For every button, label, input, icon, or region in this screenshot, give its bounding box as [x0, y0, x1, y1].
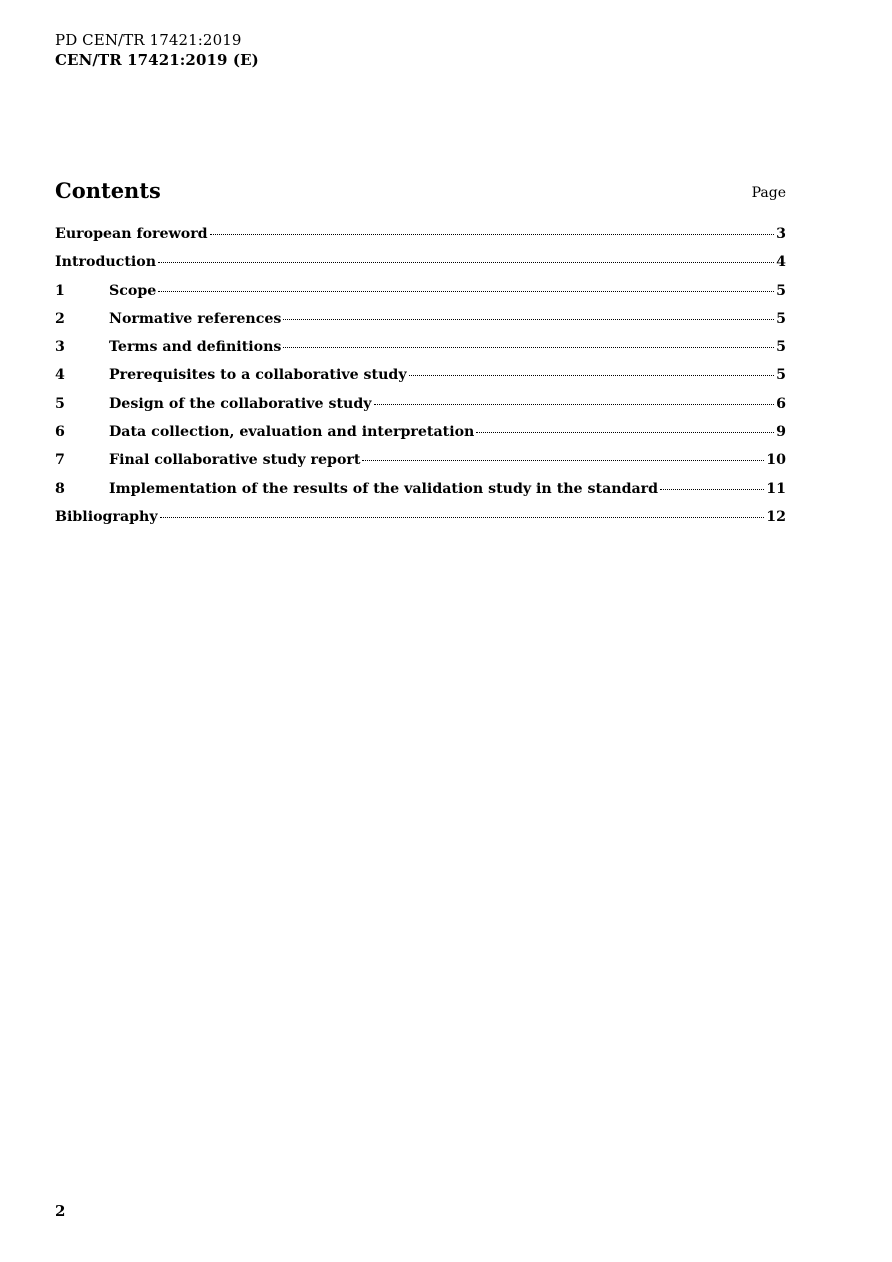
toc-entry-title[interactable]: Final collaborative study report — [109, 452, 361, 469]
toc-leader-dots — [476, 432, 774, 433]
toc-entry-prerequisites[interactable] — [55, 367, 786, 395]
toc-entry-number: 2 — [55, 310, 65, 327]
toc-entry-title[interactable]: Implementation of the results of the validation study in the standard — [109, 480, 659, 497]
toc-leader-dots — [283, 347, 774, 348]
toc-entry-title[interactable]: Prerequisites to a collaborative study — [109, 367, 407, 384]
toc-entry-title[interactable]: Bibliography — [55, 508, 158, 525]
toc-leader-dots — [160, 517, 765, 518]
toc-entry-page[interactable]: 5 — [776, 310, 786, 327]
toc-entry-number: 6 — [55, 424, 65, 441]
toc-entry-number: 8 — [55, 480, 65, 497]
contents-heading: Contents — [55, 178, 161, 203]
document-id-language: CEN/TR 17421:2019 (E) — [55, 51, 259, 69]
toc-entry-number: 4 — [55, 367, 65, 384]
toc-entry-page[interactable]: 9 — [776, 424, 786, 441]
toc-entry-number: 5 — [55, 395, 65, 412]
toc-entry-title[interactable]: European foreword — [55, 226, 208, 242]
page-column-label: Page — [751, 185, 786, 201]
toc-entry-bibliography[interactable] — [55, 509, 786, 537]
toc-entry-number: 3 — [55, 339, 65, 356]
toc-leader-dots — [210, 234, 775, 235]
toc-entry-page[interactable]: 12 — [766, 508, 786, 525]
toc-leader-dots — [283, 319, 774, 320]
toc-entry-title[interactable]: Scope — [109, 282, 157, 299]
toc-leader-dots — [362, 460, 764, 461]
toc-entry-final-report[interactable] — [55, 452, 786, 480]
toc-entry-page[interactable]: 11 — [766, 480, 786, 497]
toc-leader-dots — [409, 375, 775, 376]
toc-entry-title[interactable]: Terms and definitions — [109, 339, 282, 356]
toc-entry-design[interactable] — [55, 396, 786, 424]
toc-entry-title[interactable]: Data collection, evaluation and interpretation — [109, 424, 475, 441]
toc-leader-dots — [660, 489, 764, 490]
toc-entry-title[interactable]: Design of the collaborative study — [109, 395, 372, 412]
toc-entry-page[interactable]: 5 — [776, 282, 786, 299]
toc-leader-dots — [374, 404, 775, 405]
toc-entry-title[interactable]: Normative references — [109, 310, 282, 327]
toc-entry-page[interactable]: 4 — [776, 254, 786, 271]
toc-entry-scope[interactable] — [55, 283, 786, 311]
toc-entry-implementation[interactable] — [55, 481, 786, 509]
toc-entry-european-foreword[interactable] — [55, 226, 786, 254]
toc-entry-terms-and-definitions[interactable] — [55, 339, 786, 367]
page-number: 2 — [55, 1202, 66, 1220]
toc-entry-introduction[interactable] — [55, 254, 786, 282]
toc-entry-page[interactable]: 5 — [776, 339, 786, 356]
table-of-contents — [55, 226, 786, 537]
toc-leader-dots — [158, 262, 774, 263]
toc-leader-dots — [158, 291, 774, 292]
toc-entry-page[interactable]: 6 — [776, 395, 786, 412]
toc-entry-number: 1 — [55, 282, 65, 299]
toc-entry-page[interactable]: 5 — [776, 367, 786, 384]
toc-entry-page[interactable]: 3 — [776, 226, 786, 242]
toc-entry-page[interactable]: 10 — [766, 452, 786, 469]
toc-entry-data-collection[interactable] — [55, 424, 786, 452]
document-id: PD CEN/TR 17421:2019 — [55, 31, 242, 49]
toc-entry-normative-references[interactable] — [55, 311, 786, 339]
toc-entry-number: 7 — [55, 452, 65, 469]
toc-entry-title[interactable]: Introduction — [55, 254, 157, 271]
